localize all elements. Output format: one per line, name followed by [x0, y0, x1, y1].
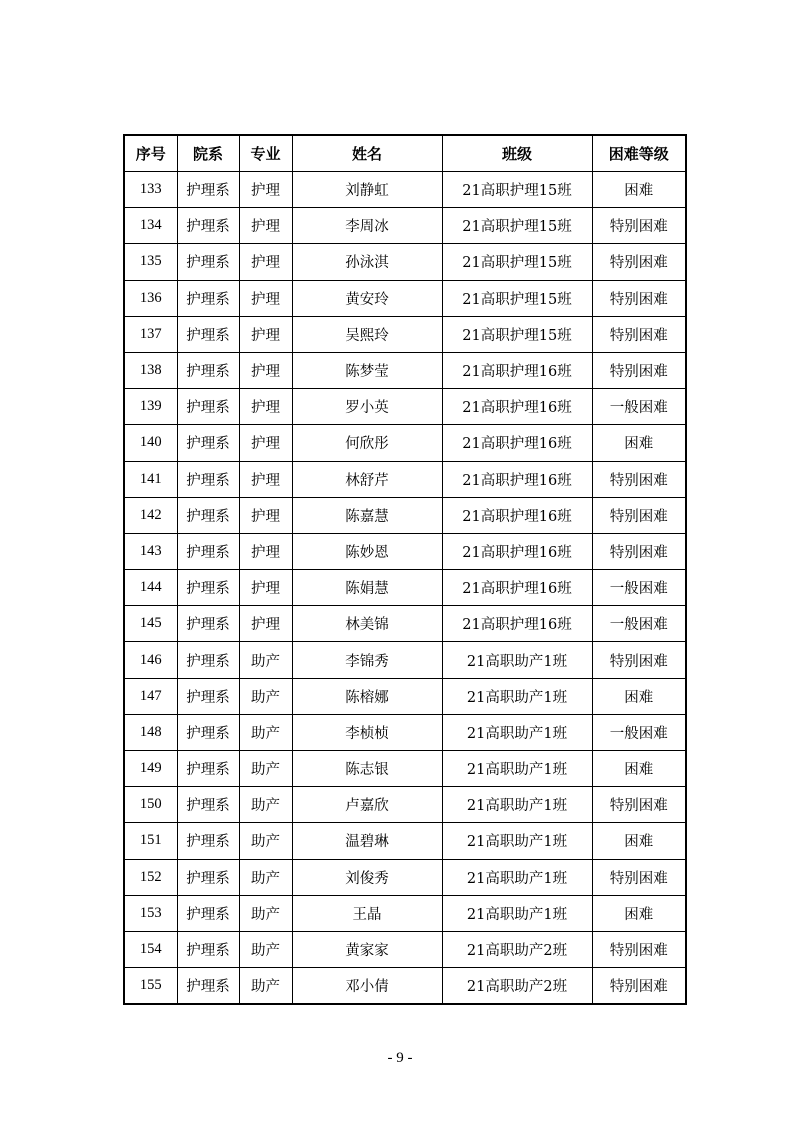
major-cell: 助产: [239, 895, 292, 931]
department-cell: 护理系: [177, 931, 239, 967]
name-cell: 陈娟慧: [292, 570, 442, 606]
department-cell: 护理系: [177, 497, 239, 533]
index-cell: 151: [124, 823, 177, 859]
index-cell: 136: [124, 280, 177, 316]
name-cell: 邓小倩: [292, 968, 442, 1005]
table-row: [124, 606, 686, 642]
department-cell: 护理系: [177, 787, 239, 823]
table-row: [124, 678, 686, 714]
difficulty-cell: 困难: [592, 751, 686, 787]
difficulty-cell: 一般困难: [592, 389, 686, 425]
difficulty-cell: 特别困难: [592, 316, 686, 352]
difficulty-cell: 困难: [592, 425, 686, 461]
department-cell: 护理系: [177, 208, 239, 244]
index-cell: 143: [124, 533, 177, 569]
table-row: [124, 461, 686, 497]
index-cell: 155: [124, 968, 177, 1005]
difficulty-cell: 特别困难: [592, 931, 686, 967]
department-cell: 护理系: [177, 823, 239, 859]
class-cell: 21高职护理16班: [442, 352, 592, 388]
major-cell: 助产: [239, 714, 292, 750]
index-cell: 149: [124, 751, 177, 787]
table-row: [124, 172, 686, 208]
difficulty-cell: 特别困难: [592, 968, 686, 1005]
table-row: [124, 244, 686, 280]
major-cell: 助产: [239, 823, 292, 859]
class-cell: 21高职助产1班: [442, 823, 592, 859]
major-cell: 护理: [239, 208, 292, 244]
difficulty-cell: 一般困难: [592, 570, 686, 606]
index-cell: 152: [124, 859, 177, 895]
name-cell: 李锦秀: [292, 642, 442, 678]
name-cell: 刘俊秀: [292, 859, 442, 895]
class-cell: 21高职护理15班: [442, 172, 592, 208]
class-cell: 21高职助产1班: [442, 642, 592, 678]
table-row: [124, 352, 686, 388]
major-cell: 助产: [239, 968, 292, 1005]
department-cell: 护理系: [177, 352, 239, 388]
difficulty-cell: 特别困难: [592, 497, 686, 533]
table-row: [124, 751, 686, 787]
major-cell: 护理: [239, 244, 292, 280]
table-row: [124, 280, 686, 316]
class-cell: 21高职护理15班: [442, 208, 592, 244]
major-cell: 助产: [239, 931, 292, 967]
difficulty-cell: 困难: [592, 678, 686, 714]
department-cell: 护理系: [177, 425, 239, 461]
department-cell: 护理系: [177, 280, 239, 316]
department-cell: 护理系: [177, 751, 239, 787]
index-cell: 154: [124, 931, 177, 967]
class-cell: 21高职护理16班: [442, 461, 592, 497]
class-cell: 21高职护理16班: [442, 533, 592, 569]
department-cell: 护理系: [177, 172, 239, 208]
student-table: [123, 134, 687, 1005]
department-cell: 护理系: [177, 244, 239, 280]
name-cell: 吴熙玲: [292, 316, 442, 352]
difficulty-cell: 特别困难: [592, 352, 686, 388]
index-cell: 150: [124, 787, 177, 823]
table-row: [124, 425, 686, 461]
table-body: [124, 172, 686, 1005]
name-cell: 林舒芹: [292, 461, 442, 497]
major-cell: 助产: [239, 642, 292, 678]
class-cell: 21高职助产1班: [442, 859, 592, 895]
difficulty-cell: 困难: [592, 172, 686, 208]
index-cell: 153: [124, 895, 177, 931]
difficulty-cell: 特别困难: [592, 461, 686, 497]
major-cell: 助产: [239, 678, 292, 714]
department-cell: 护理系: [177, 895, 239, 931]
major-cell: 助产: [239, 751, 292, 787]
major-cell: 护理: [239, 280, 292, 316]
class-cell: 21高职助产1班: [442, 714, 592, 750]
header-class: 班级: [442, 135, 592, 172]
page-number: - 9 -: [387, 1050, 413, 1066]
table-row: [124, 859, 686, 895]
index-cell: 139: [124, 389, 177, 425]
difficulty-cell: 特别困难: [592, 244, 686, 280]
class-cell: 21高职助产2班: [442, 968, 592, 1005]
index-cell: 134: [124, 208, 177, 244]
difficulty-cell: 困难: [592, 895, 686, 931]
major-cell: 护理: [239, 497, 292, 533]
index-cell: 142: [124, 497, 177, 533]
name-cell: 孙泳淇: [292, 244, 442, 280]
name-cell: 林美锦: [292, 606, 442, 642]
class-cell: 21高职助产1班: [442, 787, 592, 823]
difficulty-cell: 特别困难: [592, 533, 686, 569]
name-cell: 何欣彤: [292, 425, 442, 461]
major-cell: 护理: [239, 533, 292, 569]
department-cell: 护理系: [177, 606, 239, 642]
department-cell: 护理系: [177, 389, 239, 425]
department-cell: 护理系: [177, 678, 239, 714]
name-cell: 黄家家: [292, 931, 442, 967]
class-cell: 21高职护理16班: [442, 389, 592, 425]
name-cell: 罗小英: [292, 389, 442, 425]
name-cell: 陈榕娜: [292, 678, 442, 714]
table-row: [124, 389, 686, 425]
table-row: [124, 714, 686, 750]
table-row: [124, 931, 686, 967]
major-cell: 护理: [239, 425, 292, 461]
department-cell: 护理系: [177, 316, 239, 352]
header-index: 序号: [124, 135, 177, 172]
table-header-row: [124, 135, 686, 172]
department-cell: 护理系: [177, 642, 239, 678]
major-cell: 护理: [239, 352, 292, 388]
name-cell: 陈嘉慧: [292, 497, 442, 533]
class-cell: 21高职护理15班: [442, 316, 592, 352]
name-cell: 黄安玲: [292, 280, 442, 316]
table-row: [124, 533, 686, 569]
class-cell: 21高职助产1班: [442, 678, 592, 714]
name-cell: 温碧琳: [292, 823, 442, 859]
major-cell: 护理: [239, 461, 292, 497]
class-cell: 21高职护理16班: [442, 425, 592, 461]
department-cell: 护理系: [177, 859, 239, 895]
class-cell: 21高职护理16班: [442, 497, 592, 533]
major-cell: 护理: [239, 570, 292, 606]
index-cell: 144: [124, 570, 177, 606]
class-cell: 21高职护理15班: [442, 280, 592, 316]
table-row: [124, 823, 686, 859]
name-cell: 卢嘉欣: [292, 787, 442, 823]
department-cell: 护理系: [177, 714, 239, 750]
name-cell: 陈梦莹: [292, 352, 442, 388]
difficulty-cell: 特别困难: [592, 859, 686, 895]
major-cell: 助产: [239, 859, 292, 895]
class-cell: 21高职助产2班: [442, 931, 592, 967]
name-cell: 陈妙恩: [292, 533, 442, 569]
index-cell: 146: [124, 642, 177, 678]
major-cell: 护理: [239, 389, 292, 425]
difficulty-cell: 特别困难: [592, 787, 686, 823]
table-row: [124, 895, 686, 931]
department-cell: 护理系: [177, 533, 239, 569]
index-cell: 147: [124, 678, 177, 714]
table-row: [124, 787, 686, 823]
header-department: 院系: [177, 135, 239, 172]
department-cell: 护理系: [177, 570, 239, 606]
index-cell: 140: [124, 425, 177, 461]
class-cell: 21高职护理15班: [442, 244, 592, 280]
index-cell: 138: [124, 352, 177, 388]
major-cell: 护理: [239, 316, 292, 352]
difficulty-cell: 特别困难: [592, 642, 686, 678]
difficulty-cell: 特别困难: [592, 280, 686, 316]
major-cell: 护理: [239, 606, 292, 642]
class-cell: 21高职助产1班: [442, 895, 592, 931]
name-cell: 王晶: [292, 895, 442, 931]
name-cell: 李周冰: [292, 208, 442, 244]
difficulty-cell: 困难: [592, 823, 686, 859]
header-major: 专业: [239, 135, 292, 172]
class-cell: 21高职护理16班: [442, 606, 592, 642]
class-cell: 21高职助产1班: [442, 751, 592, 787]
class-cell: 21高职护理16班: [442, 570, 592, 606]
difficulty-cell: 一般困难: [592, 714, 686, 750]
header-difficulty-level: 困难等级: [592, 135, 686, 172]
index-cell: 141: [124, 461, 177, 497]
index-cell: 133: [124, 172, 177, 208]
department-cell: 护理系: [177, 461, 239, 497]
table-row: [124, 497, 686, 533]
name-cell: 李桢桢: [292, 714, 442, 750]
department-cell: 护理系: [177, 968, 239, 1005]
index-cell: 145: [124, 606, 177, 642]
name-cell: 刘静虹: [292, 172, 442, 208]
name-cell: 陈志银: [292, 751, 442, 787]
difficulty-cell: 特别困难: [592, 208, 686, 244]
table-row: [124, 570, 686, 606]
header-name: 姓名: [292, 135, 442, 172]
index-cell: 137: [124, 316, 177, 352]
difficulty-cell: 一般困难: [592, 606, 686, 642]
major-cell: 护理: [239, 172, 292, 208]
major-cell: 助产: [239, 787, 292, 823]
index-cell: 135: [124, 244, 177, 280]
table-row: [124, 208, 686, 244]
index-cell: 148: [124, 714, 177, 750]
table-row: [124, 968, 686, 1005]
table-row: [124, 316, 686, 352]
table-row: [124, 642, 686, 678]
